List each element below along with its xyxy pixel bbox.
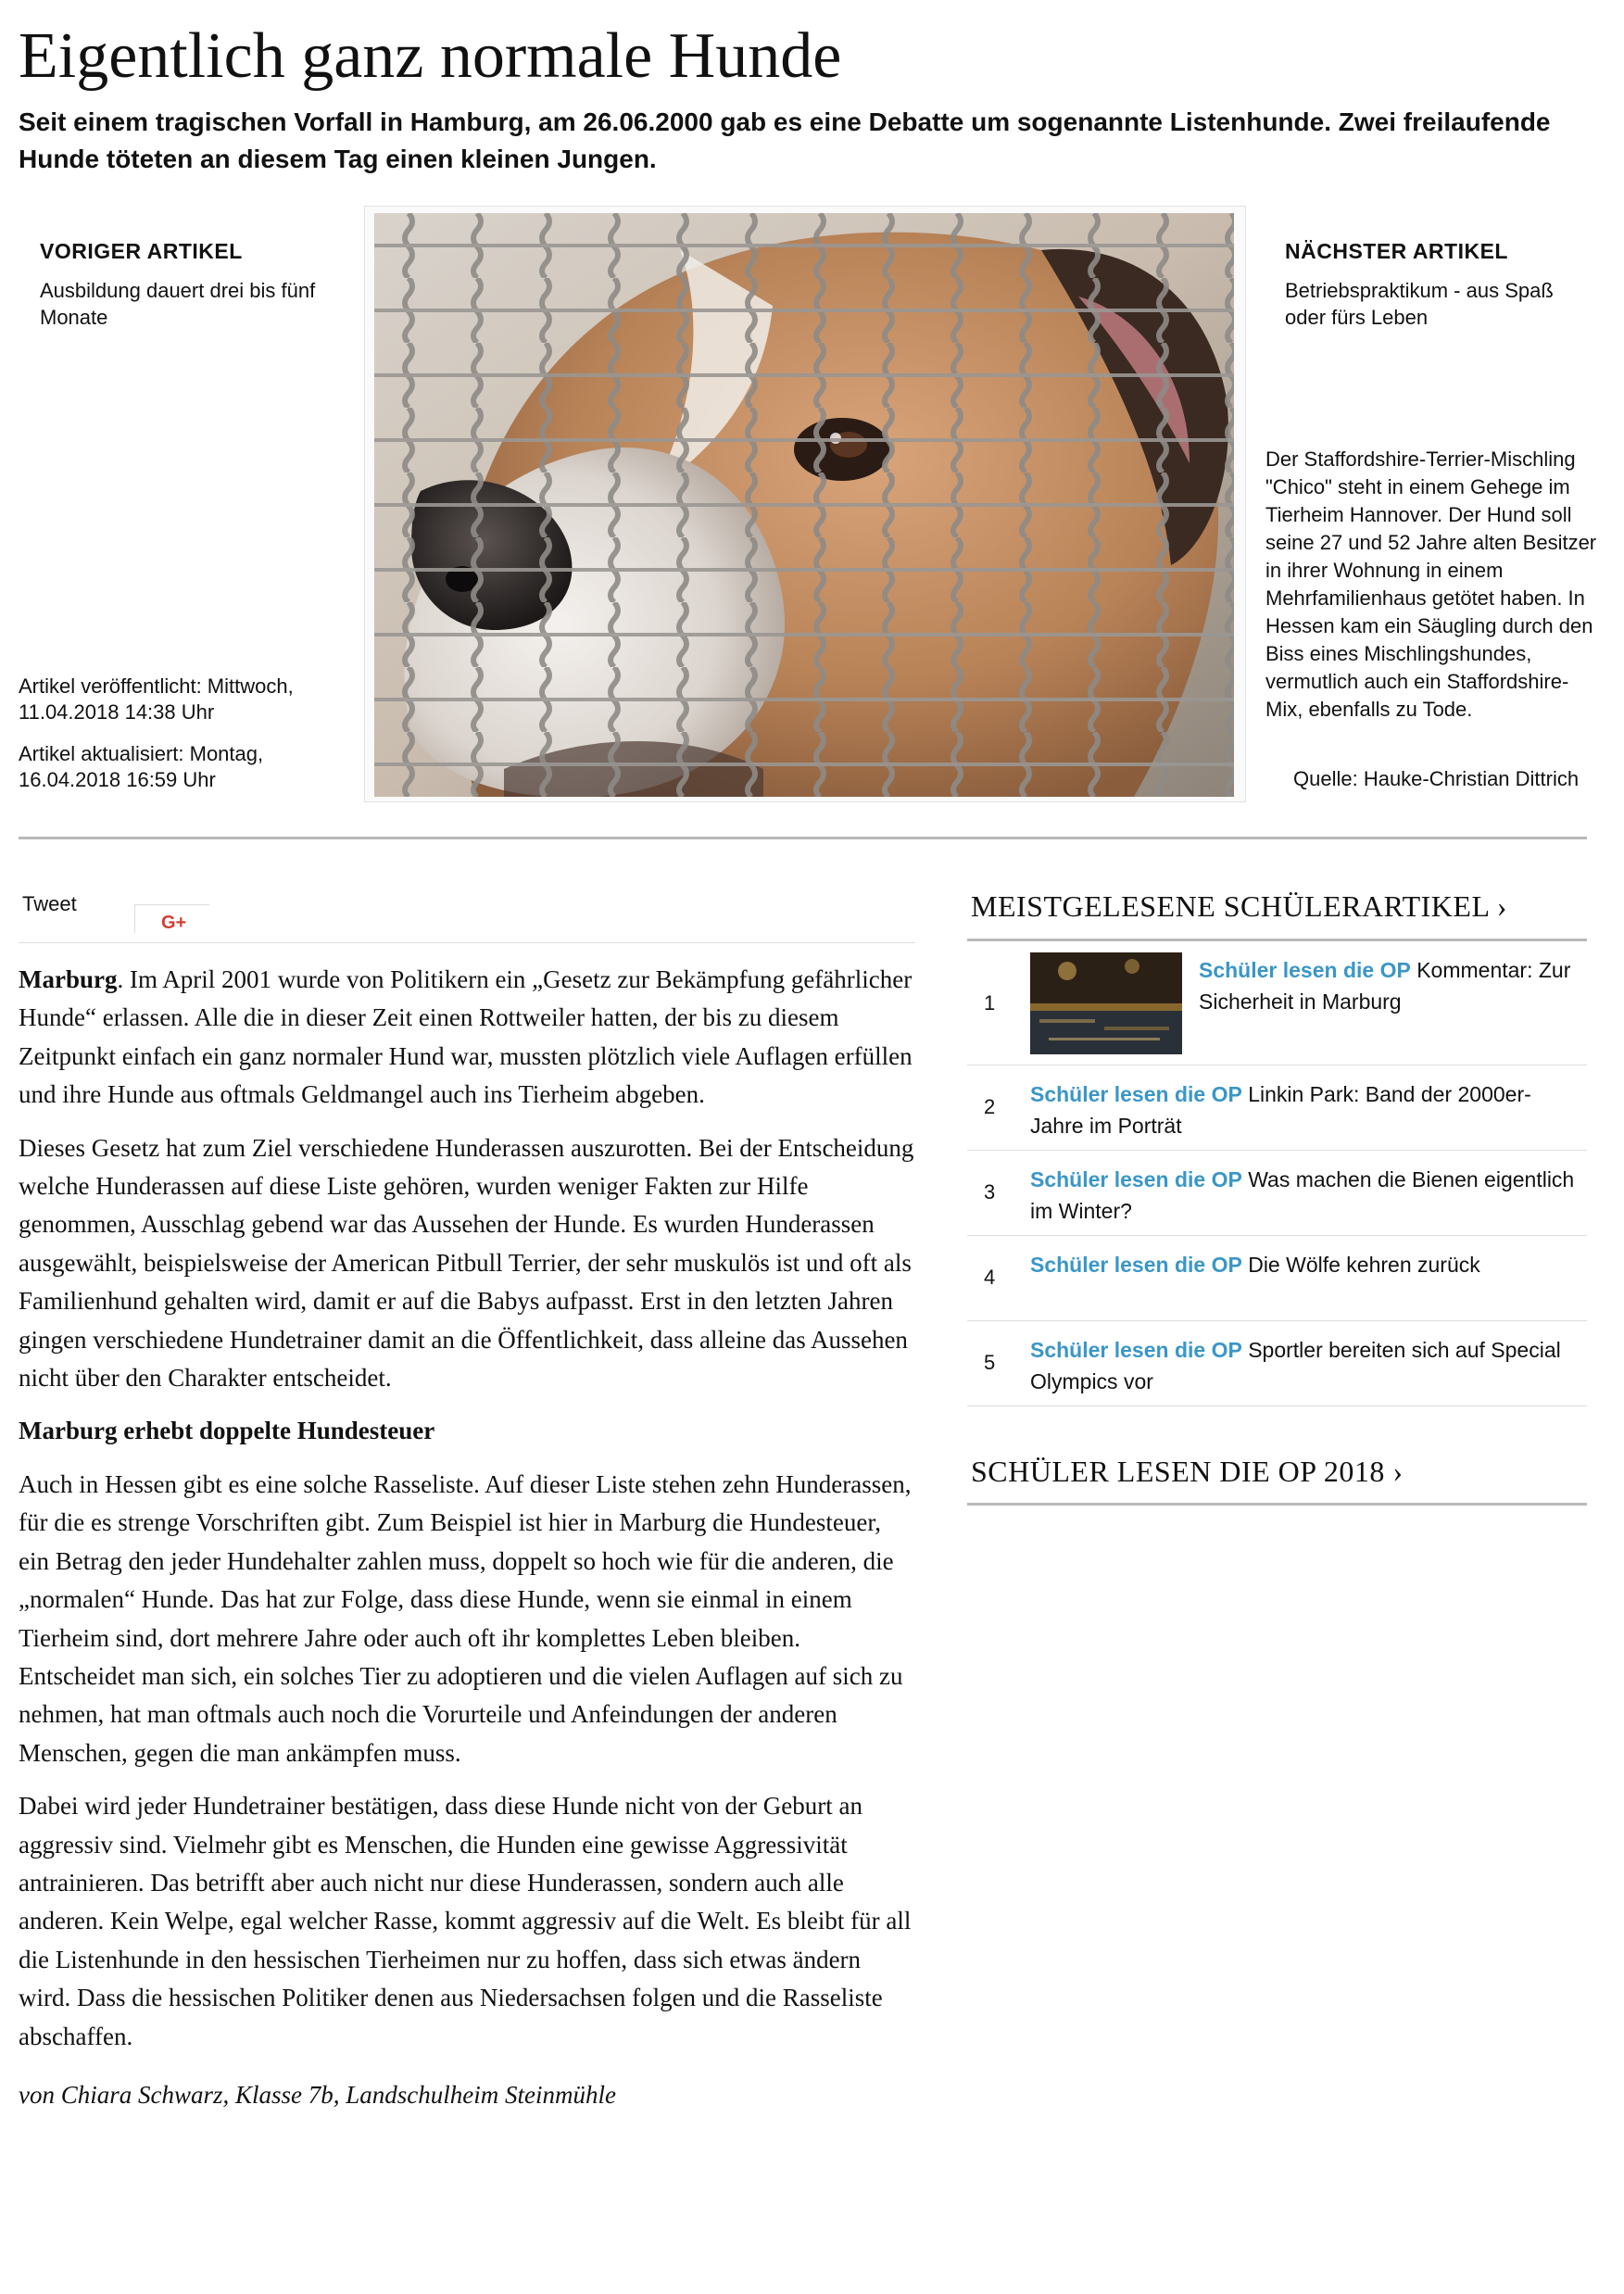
- series-rule: [967, 1503, 1587, 1506]
- list-item[interactable]: [967, 1236, 1587, 1321]
- google-plus-icon: G+: [161, 913, 187, 933]
- most-read-heading[interactable]: MEISTGELESENE SCHÜLERARTIKEL ›: [971, 889, 1507, 923]
- article-link: Schüler lesen die OP Was machen die Bienen eigentlich im Winter?: [1030, 1167, 1575, 1223]
- photo-frame: [364, 206, 1246, 802]
- most-read-list: [967, 943, 1587, 1406]
- prev-article-link[interactable]: Ausbildung dauert drei bis fünf Monate: [40, 279, 316, 329]
- dog-behind-fence-photo[interactable]: [374, 213, 1234, 797]
- article-title: Eigentlich ganz normale Hunde: [19, 20, 842, 92]
- list-item[interactable]: [967, 943, 1587, 1065]
- article-link: Schüler lesen die OP Kommentar: Zur Sicherheit in Marburg: [1199, 958, 1571, 1014]
- article-link: Schüler lesen die OP Die Wölfe kehren zurück: [1030, 1253, 1480, 1277]
- published-date: Artikel veröffentlicht: Mittwoch, 11.04.2018 14:38 Uhr: [19, 674, 294, 724]
- list-item[interactable]: [967, 1151, 1587, 1236]
- google-plus-button[interactable]: [134, 904, 209, 933]
- divider: [19, 837, 1587, 839]
- article-body: [19, 961, 917, 2129]
- paragraph: Dieses Gesetz hat zum Ziel verschiedene Hunderassen auszurotten. Bei der Entscheidung welche Hunderassen auf diese Liste gehören, wurden weniger Fakten zur Hilfe genommen, Ausschlag gebend war das Aussehen der Hunde. Es wurden Hunderassen ausgewählt, beispielsweise der American Pitbull Terrier, der sehr muskulös ist und oft als Familienhund gehalten wird, damit er auf die Babys aufpasst. Erst in den letzten Jahren gingen verschiedene Hundetrainer damit an die Öffentlichkeit, dass alleine das Aussehen nicht über den Charakter entscheidet.: [19, 1133, 914, 1393]
- kicker: Schüler lesen die OP: [1199, 958, 1411, 982]
- next-article-label: NÄCHSTER ARTIKEL: [1285, 239, 1508, 263]
- article-link: Schüler lesen die OP Sportler bereiten sich auf Special Olympics vor: [1030, 1338, 1561, 1393]
- series-heading[interactable]: SCHÜLER LESEN DIE OP 2018 ›: [971, 1455, 1404, 1488]
- updated-date: Artikel aktualisiert: Montag, 16.04.2018 16:59 Uhr: [19, 742, 264, 791]
- rank-number: 5: [984, 1351, 996, 1374]
- next-article-link[interactable]: Betriebspraktikum - aus Spaß oder fürs Leben: [1285, 279, 1554, 329]
- photo-credit: Quelle: Hauke-Christian Dittrich: [1293, 767, 1580, 790]
- rank-number: 2: [984, 1095, 996, 1118]
- byline: von Chiara Schwarz, Klasse 7b, Landschulheim Steinmühle: [19, 2080, 616, 2109]
- article-link: Schüler lesen die OP Linkin Park: Band der 2000er-Jahre im Porträt: [1030, 1082, 1531, 1138]
- share-divider: [19, 942, 915, 943]
- kicker: Schüler lesen die OP: [1030, 1082, 1242, 1106]
- kicker: Schüler lesen die OP: [1030, 1338, 1242, 1362]
- paragraph: Dabei wird jeder Hundetrainer bestätigen, dass diese Hunde nicht von der Geburt an aggressiv sind. Vielmehr gibt es Menschen, die Hunden eine gewisse Aggressivität antrainieren. Das betrifft aber auch nicht nur diese Hunderassen, sondern auch alle anderen. Kein Welpe, egal welcher Rasse, kommt aggressiv auf die Welt. Es bleibt für all die Listenhunde in den hessischen Tierheimen nur zu hoffen, dass sich etwas ändern wird. Dass die hessischen Politiker denen aus Niedersachsen folgen und die Rasseliste abschaffen.: [19, 1792, 912, 2050]
- kicker: Schüler lesen die OP: [1030, 1167, 1242, 1191]
- rank-number: 3: [984, 1180, 996, 1204]
- harbor-night-thumbnail[interactable]: [1030, 952, 1182, 1054]
- list-item[interactable]: [967, 1065, 1587, 1151]
- list-item[interactable]: [967, 1321, 1587, 1406]
- prev-article-label: VORIGER ARTIKEL: [40, 239, 243, 263]
- subheading: Marburg erhebt doppelte Hundesteuer: [19, 1417, 435, 1445]
- paragraph: Auch in Hessen gibt es eine solche Rasseliste. Auf dieser Liste stehen zehn Hunderassen, für die es strenge Vorschriften gibt. Zum Beispiel ist hier in Marburg die Hundesteuer, ein Betrag den jeder Hundehalter zahlen muss, doppelt so hoch wie für die anderen, die „normalen“ Hunde. Das hat zur Folge, dass diese Hunde, wenn sie einmal in einem Tierheim sind, dort mehrere Jahre oder auch oft ihr komplettes Leben bleiben. Entscheidet man sich, ein solches Tier zu adoptieren und die vielen Auflagen auf sich zu nehmen, hat man oftmals auch noch die Vorurteile und Anfeindungen der anderen Menschen, gegen die man ankämpfen muss.: [19, 1469, 912, 1767]
- dateline: Marburg: [19, 965, 118, 993]
- article-lead: Seit einem tragischen Vorfall in Hamburg, am 26.06.2000 gab es eine Debatte um sogenannte Listenhunde. Zwei freilaufende Hunde töteten an diesem Tag einen kleinen Jungen.: [19, 107, 1551, 173]
- rank-number: 1: [984, 991, 996, 1015]
- rank-number: 4: [984, 1266, 996, 1289]
- kicker: Schüler lesen die OP: [1030, 1253, 1242, 1277]
- tweet-button[interactable]: Tweet: [22, 892, 77, 915]
- paragraph: Marburg. Im April 2001 wurde von Politikern ein „Gesetz zur Bekämpfung gefährlicher Hunde“ erlassen. Alle die in dieser Zeit einen Rottweiler hatten, der bis zu diesem Zeitpunkt einfach ein ganz normaler Hund war, mussten plötzlich viele Auflagen erfüllen und ihre Hunde aus oftmals Geldmangel auch ins Tierheim abgeben.: [19, 965, 913, 1109]
- photo-caption: Der Staffordshire-Terrier-Mischling "Chico" steht in einem Gehege im Tierheim Hannover. Der Hund soll seine 27 und 52 Jahre alten Besitzer in ihrer Wohnung in einem Mehrfamilienhaus getötet haben. In Hessen kam ein Säugling durch den Biss eines Mischlingshundes, vermutlich auch ein Staffordshire-Mix, ebenfalls zu Tode.: [1265, 447, 1597, 721]
- most-read-rule: [967, 939, 1587, 941]
